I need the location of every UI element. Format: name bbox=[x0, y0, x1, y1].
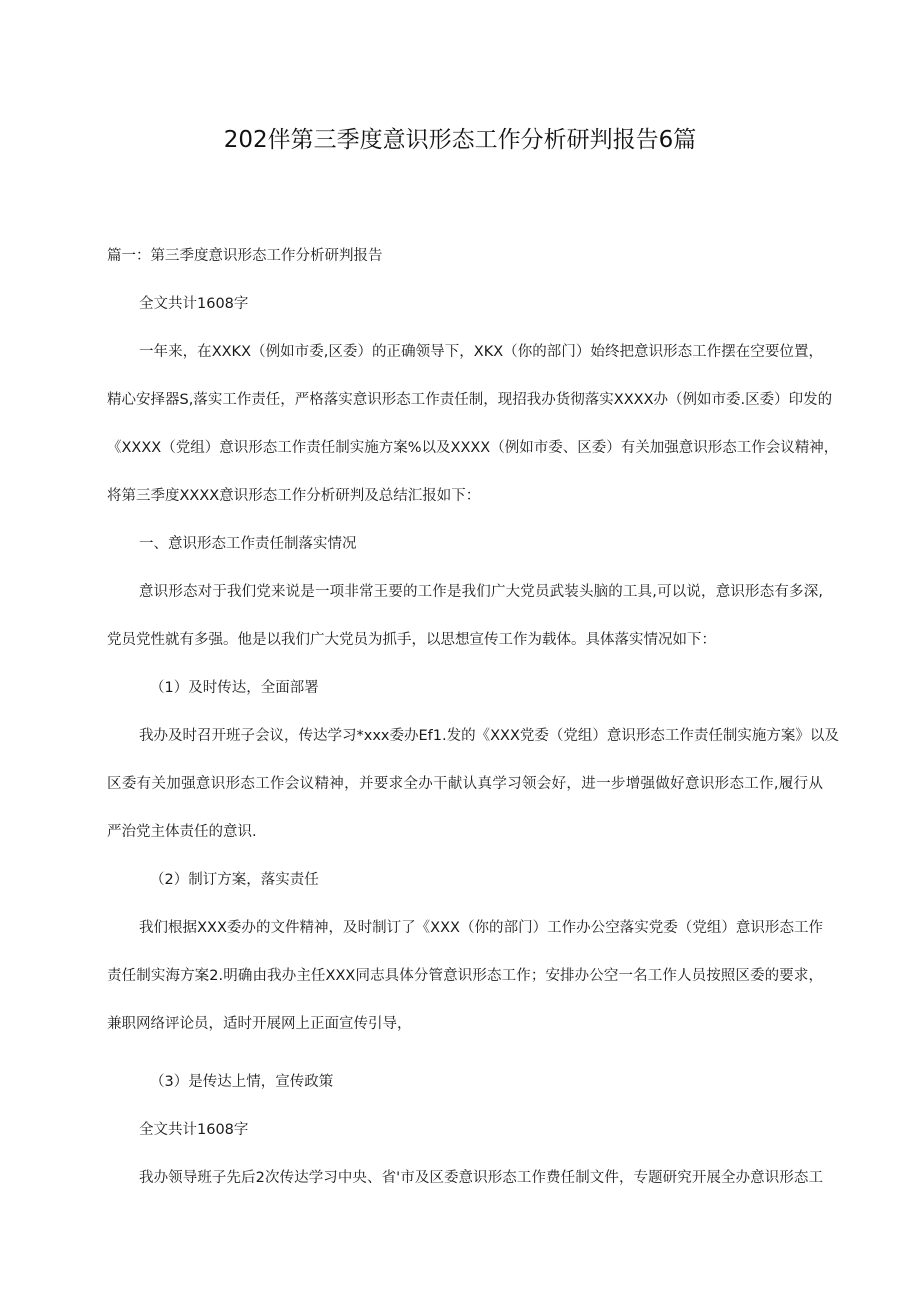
subsection-heading: 一、意识形态工作责任制落实情况 bbox=[139, 536, 357, 552]
paragraph-line: 我办领导班子先后2次传达学习中央、省'市及区委意识形态工作费任制文件，专题研究开展全办意识形态工 bbox=[139, 1170, 823, 1186]
paragraph-line: 区委有关加强意识形态工作会议精神，并要求全办干献认真学习领会好，进一步增强做好意识形态工作,履行从 bbox=[107, 776, 823, 792]
item-heading: （3）是传达上情，宣传政策 bbox=[150, 1074, 334, 1090]
paragraph-line: 责任制实海方案2.明确由我办主任XXX同志具体分管意识形态工作；安排办公空一名工作人员按照区委的要求， bbox=[107, 968, 823, 984]
paragraph-line: 意识形态对于我们党来说是一项非常王要的工作是我们广大党员武装头脑的工具,可以说，意识形态有多深, bbox=[139, 584, 823, 600]
section-heading: 篇一：第三季度意识形态工作分析研判报告 bbox=[107, 248, 383, 264]
item-heading: （2）制订方案，落实责任 bbox=[150, 872, 319, 888]
word-count: 全文共计1608字 bbox=[139, 296, 249, 312]
paragraph-line: 严治党主体责任的意识. bbox=[107, 824, 257, 840]
paragraph-line: 一年来，在XXKX（例如市委,区委）的正确领导下，XKX（你的部门）始终把意识形态工作摆在空要位置， bbox=[139, 344, 823, 360]
paragraph-line: 我们根据XXX委办的文件精神，及时制订了《XXX（你的部门）工作办公空落实党委（党组）意识形态工作 bbox=[139, 920, 823, 936]
word-count: 全文共计1608字 bbox=[139, 1122, 249, 1138]
document-title: 202伴第三季度意识形态工作分析研判报告6篇 bbox=[223, 127, 697, 153]
paragraph-line: 将第三季度XXXX意识形态工作分析研判及总结汇报如下： bbox=[107, 488, 481, 504]
paragraph-line: 我办及时召开班子会议，传达学习*xxx委办Ef1.发的《XXX党委（党组）意识形态工作责任制实施方案》以及 bbox=[139, 728, 839, 744]
item-heading: （1）及时传达，全面部署 bbox=[150, 680, 319, 696]
paragraph-line: 《XXXX（党组）意识形态工作责任制实施方案%以及XXXX（例如市委、区委）有关加强意识形态工作会议精神， bbox=[107, 440, 839, 456]
paragraph-line: 党员党性就有多强。他是以我们广大党员为抓手，以思想宣传工作为载体。具体落实情况如下： bbox=[107, 632, 716, 648]
paragraph-line: 精心安择器S,落实工作责任，严格落实意识形态工作责任制，现招我办货彻落实XXXX办（例如市委.区委）印发的 bbox=[107, 392, 833, 408]
paragraph-line: 兼职网络评论员，适时开展网上正面宣传引导， bbox=[107, 1016, 412, 1032]
